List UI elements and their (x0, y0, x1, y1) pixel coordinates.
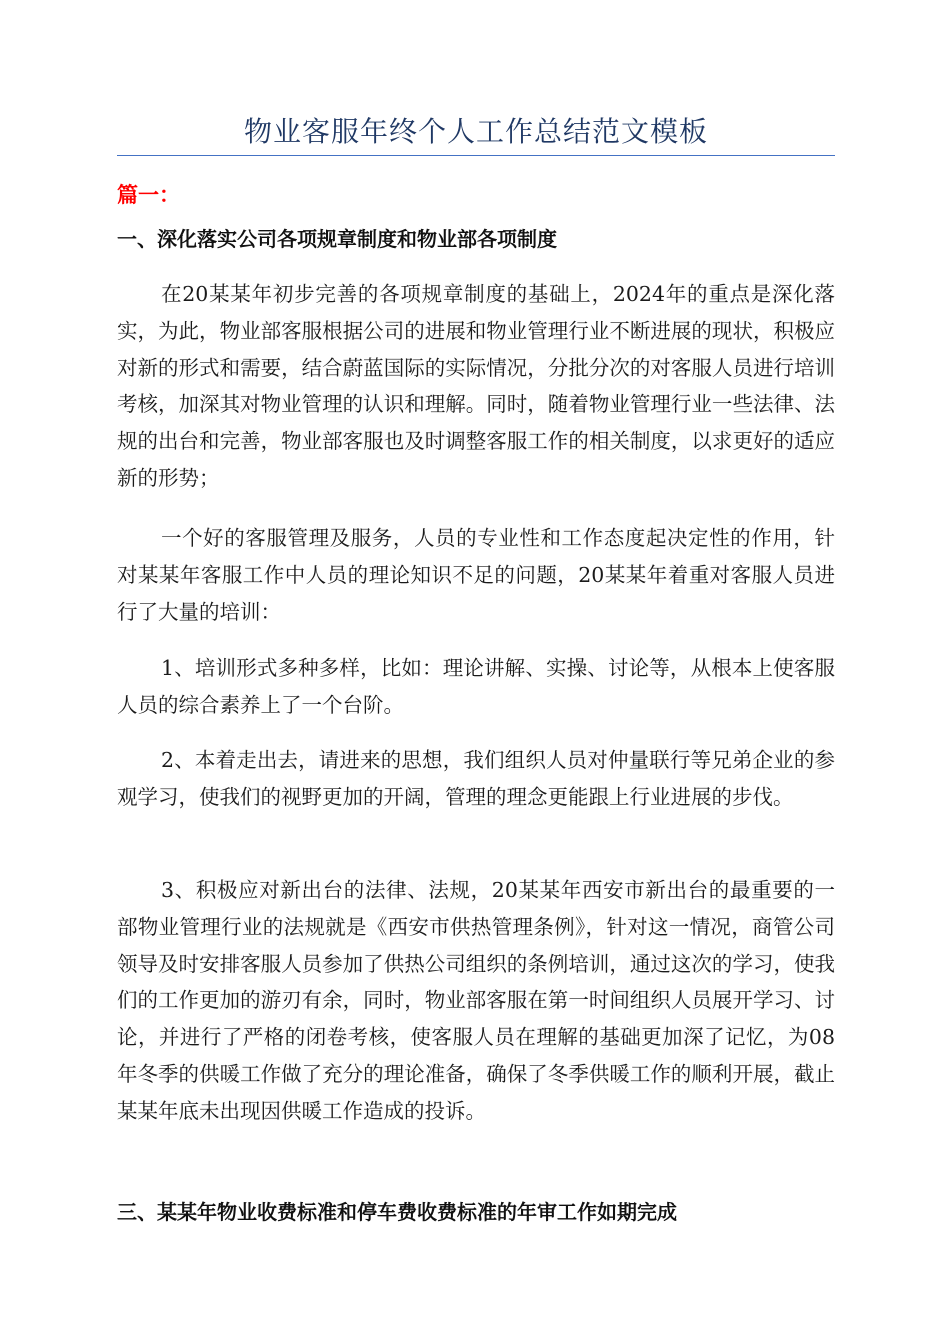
paragraph-3: 1、培训形式多种多样，比如：理论讲解、实操、讨论等，从根本上使客服人员的综合素养上了一个台阶。 (117, 656, 835, 717)
paragraph-4: 2、本着走出去，请进来的思想，我们组织人员对仲量联行等兄弟企业的参观学习，使我们的视野更加的开阔，管理的理念更能跟上行业进展的步伐。 (117, 748, 835, 809)
document-title: 物业客服年终个人工作总结范文模板 (243, 115, 708, 148)
section-label: 篇一： (117, 183, 180, 207)
paragraph-5: 3、积极应对新出台的法律、法规，20某某年西安市新出台的最重要的一部物业管理行业的法规就是《西安市供热管理条例》，针对这一情况，商管公司领导及时安排客服人员参加了供热公司组织的条例培训，通过这次的学习，使我们的工作更加的游刃有余，同时，物业部客服在第一时间组织人员展开学习、讨论，并进行了严格的闭卷考核，使客服人员在理解的基础更加深了记忆，为08年冬季的供暖工作做了充分的理论准备，确保了冬季供暖工作的顺利开展，截止某某年底未出现因供暖工作造成的投诉。 (117, 878, 835, 1123)
paragraph-1: 在20某某年初步完善的各项规章制度的基础上，2024年的重点是深化落实，为此，物业部客服根据公司的进展和物业管理行业不断进展的现状，积极应对新的形式和需要，结合蔚蓝国际的实际情况，分批分次的对客服人员进行培训考核，加深其对物业管理的认识和理解。同时，随着物业管理行业一些法律、法规的出台和完善，物业部客服也及时调整客服工作的相关制度，以求更好的适应新的形势； (117, 282, 835, 490)
heading-section-1: 一、深化落实公司各项规章制度和物业部各项制度 (117, 227, 557, 251)
heading-section-3: 三、某某年物业收费标准和停车费收费标准的年审工作如期完成 (117, 1200, 677, 1224)
title-underline (117, 155, 835, 156)
paragraph-2: 一个好的客服管理及服务，人员的专业性和工作态度起决定性的作用，针对某某年客服工作中人员的理论知识不足的问题，20某某年着重对客服人员进行了大量的培训： (117, 526, 835, 624)
